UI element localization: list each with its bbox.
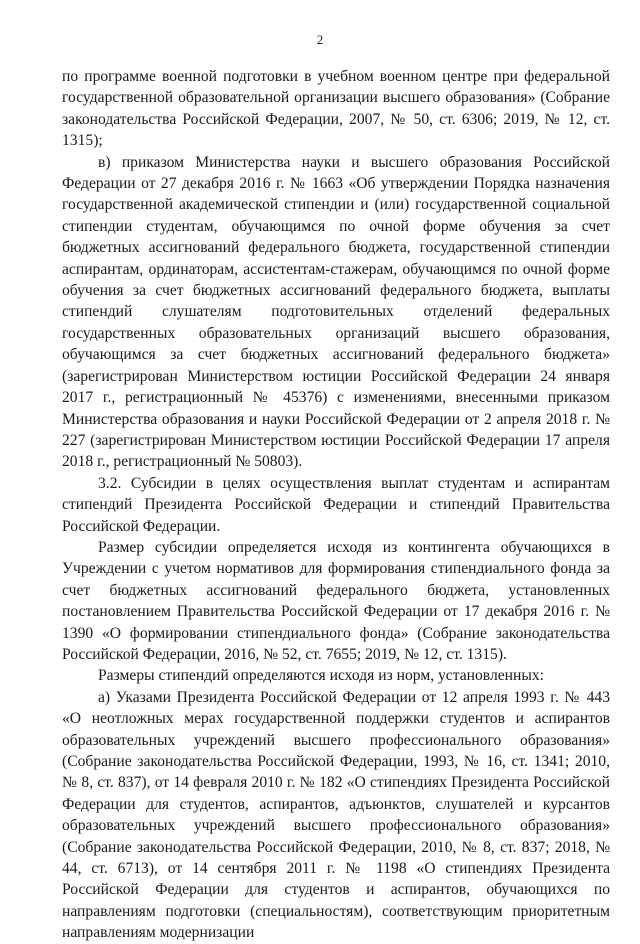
paragraph-subsidy-size: Размер субсидии определяется исходя из контингента обучающихся в Учреждении с учетом нормативов для формирования стипендиального фонда за счет бюджетных ассигнований федерального бюджета, установленных постановлением Правительства Российской Федерации от 17 декабря 2016 г. № 1390 «О формировании стипендиального фонда» (Собрание законодательства Российской Федерации, 2016, № 52, ст. 7655; 2019, № 12, ст. 1315).	[62, 538, 610, 663]
page-number: 2	[316, 32, 324, 47]
paragraph-continuation: по программе военной подготовки в учебном военном центре при федеральной государственной образовательной организации высшего образования» (Собрание законодательства Российской Федерации, 2007, № 50, ст. 6306; 2019, № 12, ст. 1315);	[62, 68, 610, 150]
paragraph-section-3-2: 3.2. Субсидии в целях осуществления выплат студентам и аспирантам стипендий Президента Российской Федерации и стипендий Правительства Российской Федерации.	[62, 474, 610, 535]
paragraph-stipend-norms: Размеры стипендий определяются исходя из норм, установленных:	[98, 667, 544, 685]
paragraph-order-ministry-science: в) приказом Министерства науки и высшего образования Российской Федерации от 27 декабря 2016 г. № 1663 «Об утверждении Порядка назначения государственной академической стипендии и (или) государственной социальной стипендии студентам, обучающимся по очной форме обучения за счет бюджетных ассигнований федерального бюджета, государственной стипендии аспирантам, ординаторам, ассистентам-стажерам, обучающимся по очной форме обучения за счет бюджетных ассигнований федерального бюджета, выплаты стипендий слушателям подготовительных отделений федеральных государственных образовательных организаций высшего образования, обучающимся за счет бюджетных ассигнований федерального бюджета» (зарегистрирован Министерством юстиции Российской Федерации 24 января 2017 г., регистрационный № 45376) с изменениями, внесенными приказом Министерства образования и науки Российской Федерации от 2 апреля 2018 г. № 227 (зарегистрирован Министерством юстиции Российской Федерации 17 апреля 2018 г., регистрационный № 50803).	[62, 153, 610, 471]
paragraph-presidential-decrees: а) Указами Президента Российской Федерации от 12 апреля 1993 г. № 443 «О неотложных мерах государственной поддержки студентов и аспирантов образовательных учреждений высшего профессионального образования» (Собрание законодательства Российской Федерации, 1993, № 16, ст. 1341; 2010, № 8, ст. 837), от 14 февраля 2010 г. № 182 «О стипендиях Президента Российской Федерации для студентов, аспирантов, адъюнктов, слушателей и курсантов образовательных учреждений высшего профессионального образования» (Собрание законодательства Российской Федерации, 2010, № 8, ст. 837; 2018, № 44, ст. 6713), от 14 сентября 2011 г. № 1198 «О стипендиях Президента Российской Федерации для студентов и аспирантов, обучающихся по направлениям подготовки (специальностям), соответствующим приоритетным направлениям модернизации	[62, 688, 610, 942]
document-body	[62, 66, 610, 944]
